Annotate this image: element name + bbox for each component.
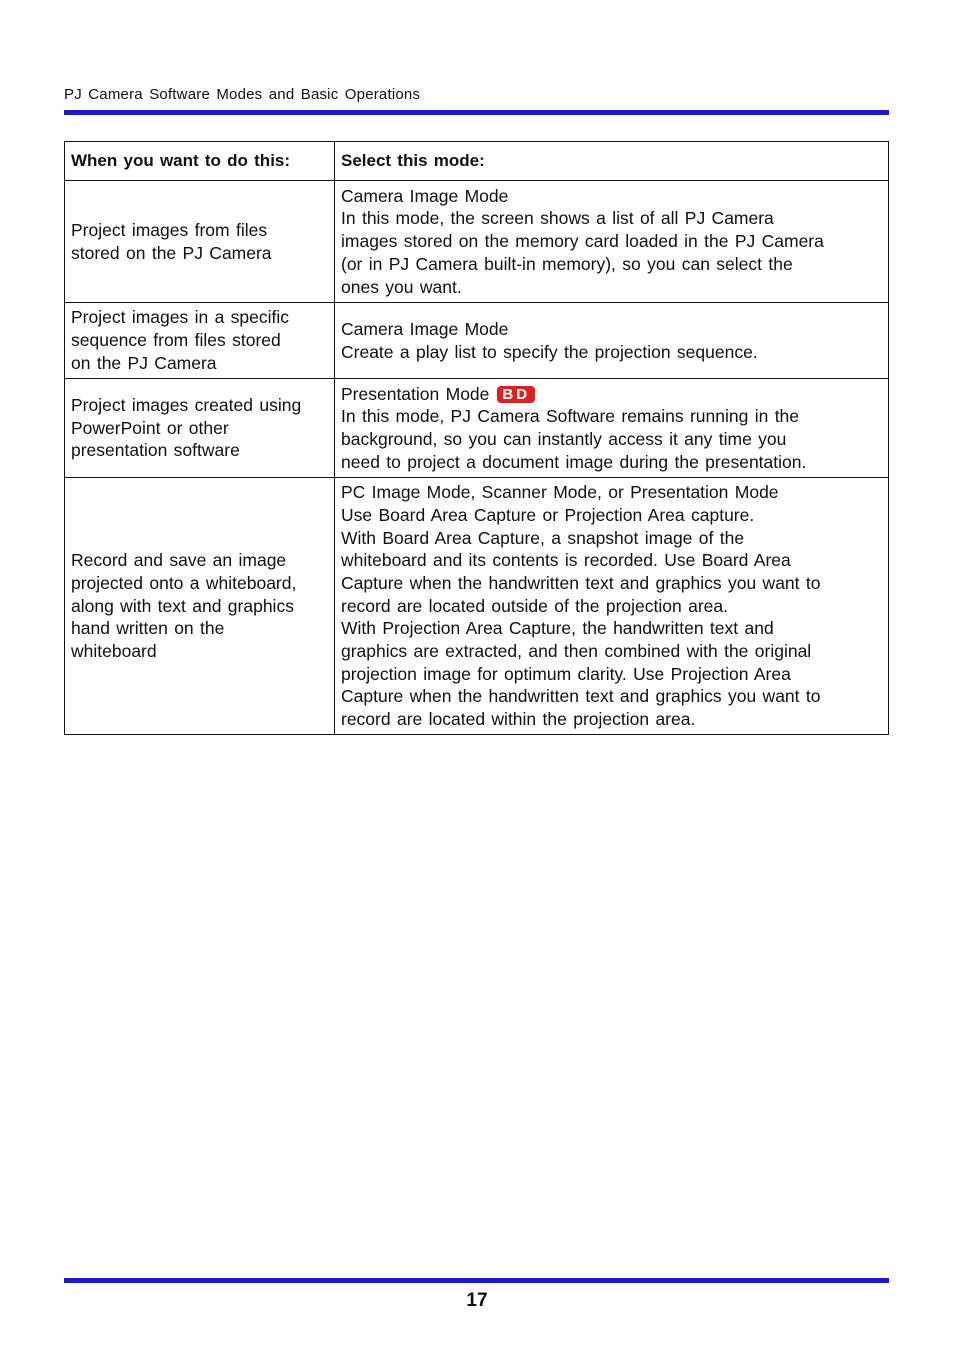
mode-description: images stored on the memory card loaded in the PJ Camera <box>341 231 824 252</box>
mode-title-line <box>341 383 882 406</box>
mode-cell <box>335 379 889 478</box>
mode-selection-table <box>64 141 889 735</box>
task-text: Record and save an image <box>71 550 287 571</box>
task-text: whiteboard <box>71 641 157 662</box>
task-text: presentation software <box>71 440 240 461</box>
mode-description: record are located within the projection area. <box>341 709 696 730</box>
mode-title: Presentation Mode <box>341 383 490 404</box>
task-text: PowerPoint or other <box>71 417 229 438</box>
task-cell <box>65 303 335 379</box>
task-cell <box>65 181 335 303</box>
task-cell <box>65 379 335 478</box>
mode-description: Capture when the handwritten text and graphics you want to <box>341 686 821 707</box>
table-row <box>65 478 889 735</box>
task-cell <box>65 478 335 735</box>
mode-description: need to project a document image during the presentation. <box>341 451 807 472</box>
task-text: Project images from files <box>71 219 268 240</box>
mode-description: background, so you can instantly access it any time you <box>341 429 787 449</box>
column-header-mode: Select this mode: <box>335 142 889 181</box>
task-text: Project images created using <box>71 394 302 415</box>
mode-description: projection image for optimum clarity. Use Projection Area <box>341 663 791 684</box>
table-row <box>65 181 889 303</box>
table-row <box>65 303 889 379</box>
mode-title: Camera Image Mode <box>341 185 509 206</box>
mode-description: In this mode, PJ Camera Software remains running in the <box>341 406 800 427</box>
mode-description: (or in PJ Camera built-in memory), so you can select the <box>341 253 793 274</box>
task-text: hand written on the <box>71 618 225 639</box>
mode-cell <box>335 303 889 379</box>
mode-cell <box>335 478 889 735</box>
task-text: sequence from files stored <box>71 330 281 351</box>
footer-rule <box>64 1278 889 1283</box>
task-text: along with text and graphics <box>71 595 294 616</box>
task-text: on the PJ Camera <box>71 352 217 373</box>
mode-cell <box>335 181 889 303</box>
mode-description: In this mode, the screen shows a list of all PJ Camera <box>341 208 774 229</box>
mode-description: whiteboard and its contents is recorded. Use Board Area <box>341 550 791 571</box>
mode-description: Use Board Area Capture or Projection Area capture. <box>341 504 755 525</box>
bd-badge-icon: BD <box>497 386 535 403</box>
mode-description: With Projection Area Capture, the handwritten text and <box>341 618 774 639</box>
page-number: 17 <box>466 1290 488 1311</box>
table-row <box>65 379 889 478</box>
mode-description: Create a play list to specify the projection sequence. <box>341 341 758 362</box>
mode-description: Capture when the handwritten text and graphics you want to <box>341 572 821 593</box>
table-header-row <box>65 142 889 181</box>
task-text: projected onto a whiteboard, <box>71 572 297 593</box>
header-rule <box>64 110 889 115</box>
mode-description: graphics are extracted, and then combined with the original <box>341 641 812 662</box>
mode-description: ones you want. <box>341 276 462 297</box>
mode-description: record are located outside of the projection area. <box>341 595 728 616</box>
section-header: PJ Camera Software Modes and Basic Operations <box>64 86 421 103</box>
mode-description: With Board Area Capture, a snapshot image of the <box>341 527 745 548</box>
task-text: Project images in a specific <box>71 307 290 328</box>
mode-title: Camera Image Mode <box>341 318 509 339</box>
task-text: stored on the PJ Camera <box>71 242 272 263</box>
column-header-task: When you want to do this: <box>65 142 335 181</box>
mode-title: PC Image Mode, Scanner Mode, or Presentation Mode <box>341 482 779 503</box>
